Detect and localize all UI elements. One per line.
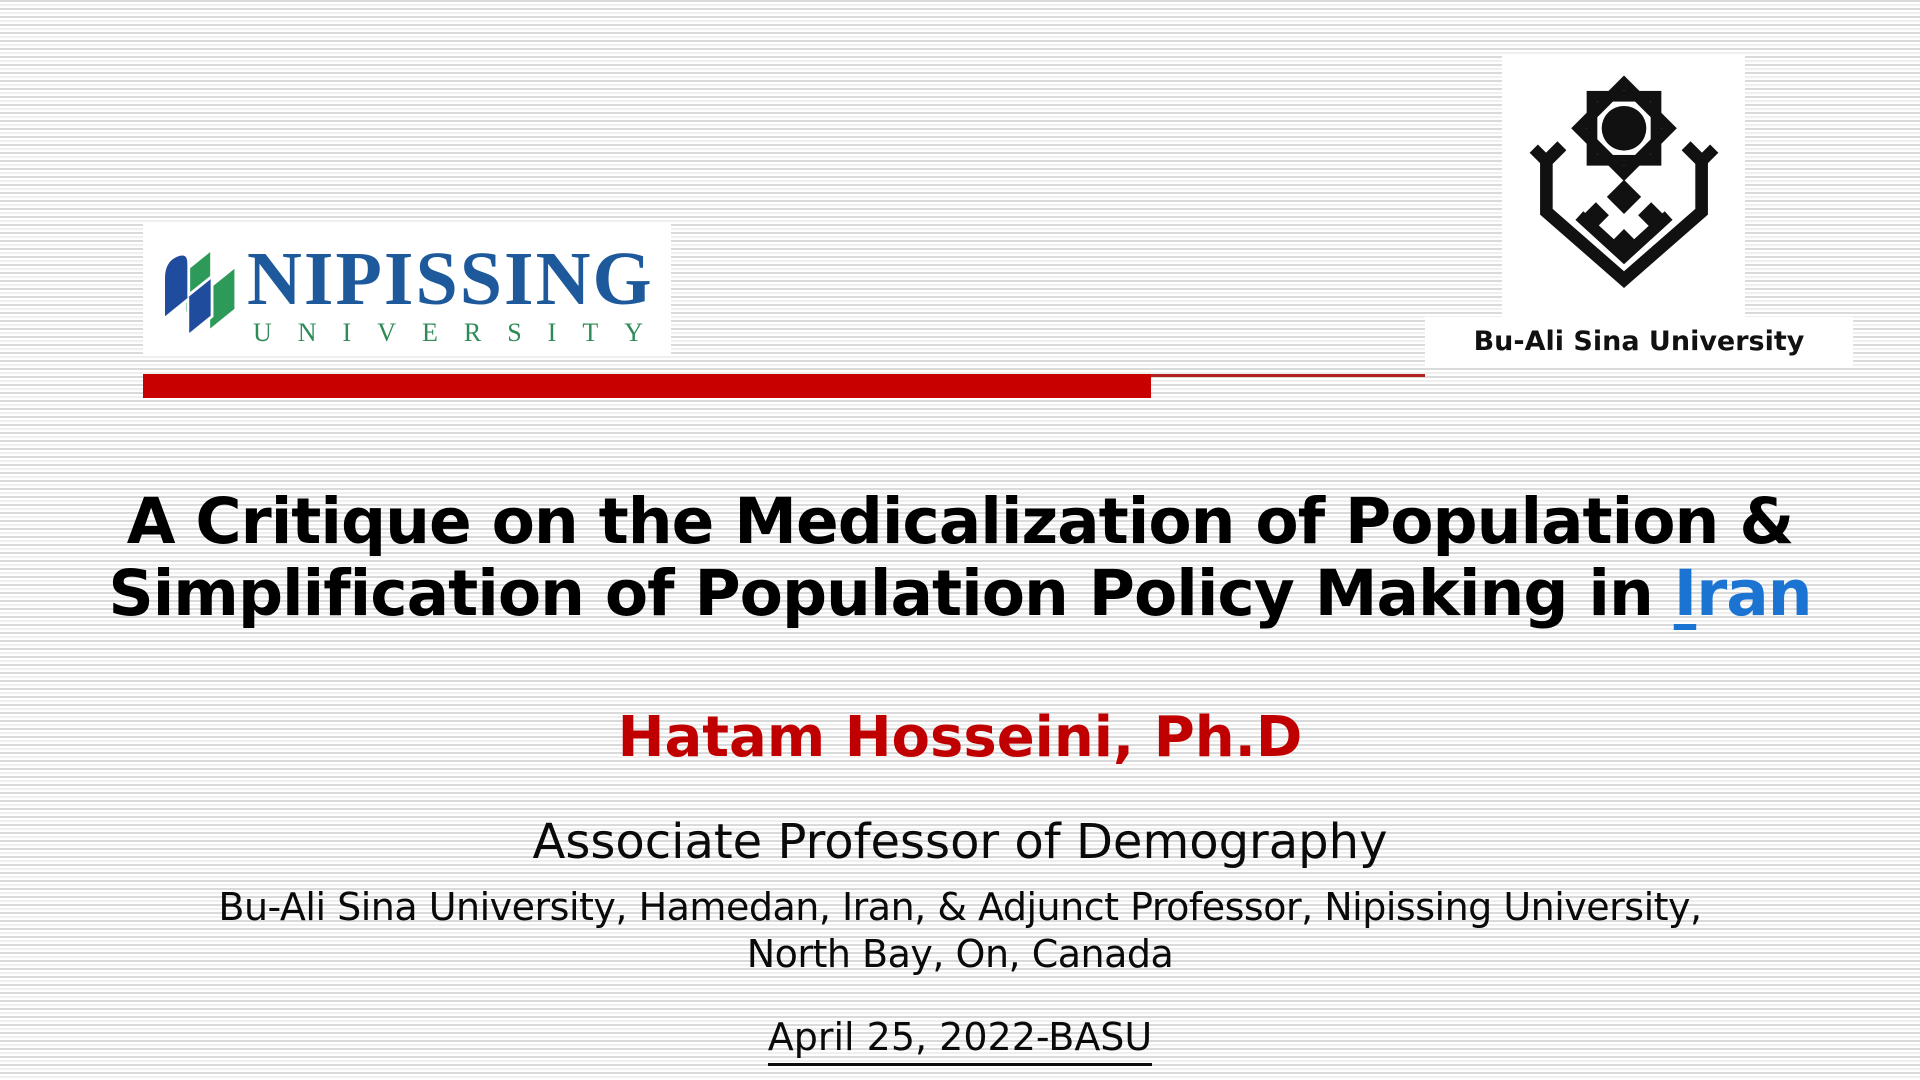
author-role: Associate Professor of Demography xyxy=(532,814,1388,870)
nipissing-wordmark: NIPISSING xyxy=(247,237,654,321)
slide-title xyxy=(0,486,1920,630)
country-rest: ran xyxy=(1696,557,1812,630)
author-name: Hatam Hosseini, Ph.D xyxy=(617,705,1303,770)
affiliation-line2: North Bay, On, Canada xyxy=(746,932,1174,976)
country-highlight xyxy=(1674,557,1812,630)
author-affiliation xyxy=(0,884,1920,978)
buali-emblem-icon xyxy=(1524,72,1724,300)
nipissing-logo xyxy=(143,223,671,356)
affiliation-line1: Bu-Ali Sina University, Hamedan, Iran, & Adjunct Professor, Nipissing University, xyxy=(218,885,1702,929)
nipissing-university-label: UNIVERSITY xyxy=(253,318,669,347)
red-divider-thin-line xyxy=(1151,374,1425,377)
slide-title-line2 xyxy=(0,558,1920,630)
event-date xyxy=(0,1016,1920,1066)
nipissing-chevrons-icon xyxy=(158,245,240,343)
slide-title-line1: A Critique on the Medicalization of Population & xyxy=(126,485,1794,558)
buali-logo xyxy=(1502,55,1745,317)
event-date-text: April 25, 2022-BASU xyxy=(768,1016,1153,1066)
buali-caption: Bu-Ali Sina University xyxy=(1425,317,1853,366)
red-divider-bar xyxy=(143,374,1151,398)
slide-title-line2-text: Simplification of Population Policy Making in xyxy=(108,557,1674,630)
country-initial: I xyxy=(1673,557,1697,630)
